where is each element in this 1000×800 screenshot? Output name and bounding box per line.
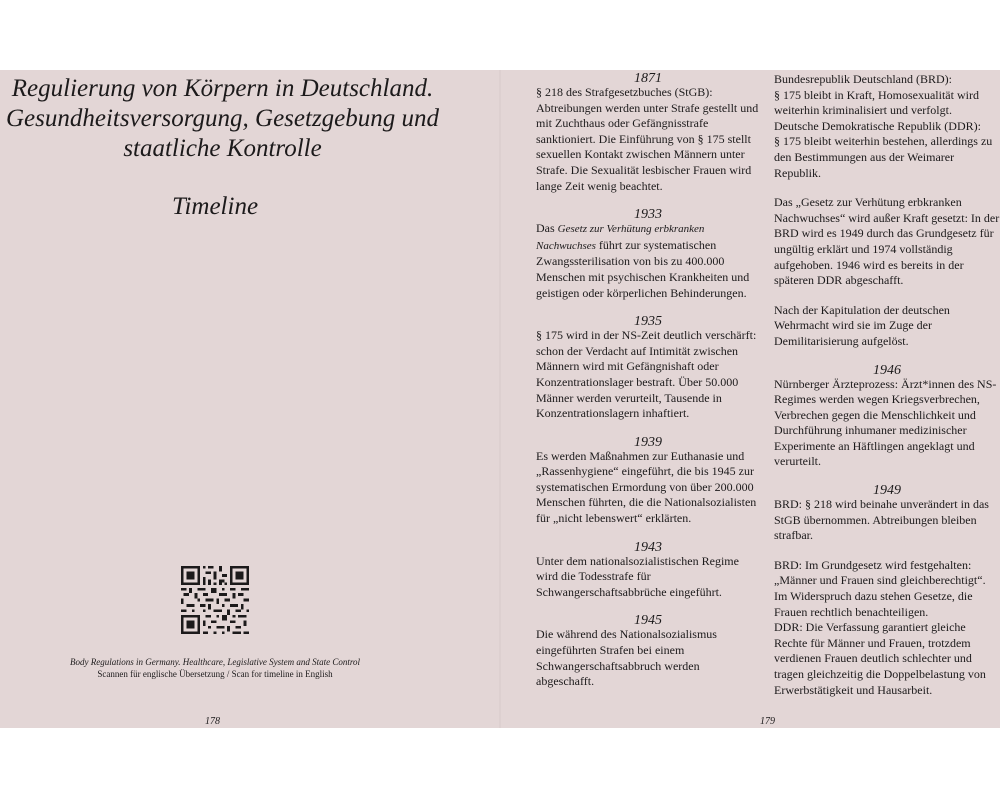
entry-text: Es werden Maßnahmen zur Euthanasie und „Rassenhygiene“ eingeführt, die bis 1945 zur systematischen Ermordung von über 200.000 Menschen führten, die die Nationalsozialisten für „nicht lebenswert“ erklärten. (536, 448, 757, 526)
entry-text: Nürnberger Ärzteprozess: Ärzt*innen des NS-Regimes werden wegen Kriegsverbrechen, Verbrechen gegen die Menschlichkeit und Durchführung inhumaner medizinischer Experimente an Häftlingen angeklagt und verurteilt. (774, 376, 997, 469)
timeline-column-1 (536, 72, 760, 690)
entry-year: 1939 (634, 434, 662, 450)
qr-caption-english: Body Regulations in Germany. Healthcare, Legislative System and State Control (69, 657, 361, 667)
page-title: Regulierung von Körpern in Deutschland. Gesundheitsversorgung, Gesetzgebung und staatliche Kontrolle (5, 75, 440, 162)
left-page (0, 70, 499, 728)
entry-text: Unter dem nationalsozialistischen Regime wird die Todesstrafe für Schwangerschaftsabbrüche eingeführt. (536, 553, 739, 599)
timeline-heading: Timeline (171, 193, 259, 220)
entry-year: 1935 (634, 314, 662, 330)
entry-year: 1945 (634, 613, 662, 629)
timeline-column-2 (774, 72, 1000, 698)
timeline-entry (774, 484, 1000, 544)
qr-caption (0, 656, 430, 680)
entry-text: § 218 des Strafgesetzbuches (StGB): Abtreibungen werden unter Strafe gestellt und mit Zuchthaus oder Gefängnisstrafe sanktioniert. Die Einführung von § 175 stellt sexuellen Kontakt zwischen Männern unter Strafe. Die Sexualität lesbischer Frauen wird lange Zeit wenig beachtet. (536, 85, 759, 193)
timeline-entry (536, 541, 760, 601)
book-spread (0, 70, 1000, 728)
entry-year: 1943 (634, 539, 662, 555)
entry-text: BRD: Im Grundgesetz wird festgehalten: „Männer und Frauen sind gleichberechtigt“. Im Widerspruch dazu stehen Gesetze, die Frauen rechtlich benachteiligen. DDR: Die Verfassung garantiert gleiche Rechte für Männer und Frauen, trotzdem verdienen Frauen deutlich schlechter und tragen gleichzeitig die Doppelbelastung von Erwerbstätigkeit und Hausarbeit. (774, 557, 986, 697)
timeline-entry (536, 315, 760, 422)
entry-text: Nach der Kapitulation der deutschen Wehrmacht wird sie im Zuge der Demilitarisierung aufgelöst. (774, 302, 950, 348)
timeline-entry (536, 208, 760, 301)
entry-text: Bundesrepublik Deutschland (BRD): § 175 bleibt in Kraft, Homosexualität wird weiterhin kriminalisiert und verfolgt. Deutsche Demokratische Republik (DDR): § 175 bleibt weiterhin bestehen, allerdings zu den Bestimmungen aus der Weimarer Republik. (774, 72, 993, 180)
entry-text: § 175 wird in der NS-Zeit deutlich verschärft: schon der Verdacht auf Intimität zwischen Männern wird mit Gefängnishaft oder Konzentrationslager bestraft. Über 50.000 Männer werden verurteilt, Tausende in Konzentrationslagern inhaftiert. (536, 328, 757, 421)
timeline-entry (774, 364, 1000, 471)
entry-year: 1946 (873, 362, 901, 378)
timeline-entry (536, 436, 760, 527)
entry-text: Die während des Nationalsozialismus eingeführten Strafen bei einem Schwangerschaftsabbruch werden abgeschafft. (536, 627, 717, 689)
qr-code-icon[interactable] (181, 566, 249, 634)
entry-year: 1933 (634, 207, 662, 223)
law-title: Gesetz zur Verhütung erbkranken Nachwuchses (536, 223, 705, 252)
entry-year: 1871 (634, 71, 662, 86)
timeline-entry (536, 72, 760, 194)
entry-year: 1949 (873, 483, 901, 499)
entry-text: Das „Gesetz zur Verhütung erbkranken Nachwuchses“ wird außer Kraft gesetzt: In der BRD wird es 1949 durch das Grundgesetz für ungültig erklärt und 1974 vollständig aufgehoben. 1946 wird es bereits in der späteren DDR abgeschafft. (774, 195, 1000, 288)
timeline-entry (536, 614, 760, 689)
page-number-left: 178 (205, 716, 220, 727)
entry-text: Das Gesetz zur Verhütung erbkranken Nachwuchses führt zur systematischen Zwangssterilisation von bis zu 400.000 Menschen mit psychischen Krankheiten und geistigen oder körperlichen Behinderungen. (536, 221, 750, 300)
qr-caption-german: Scannen für englische Übersetzung / Scan for timeline in English (97, 669, 333, 679)
page-number-right: 179 (760, 716, 775, 727)
right-page (501, 70, 1000, 728)
entry-text: BRD: § 218 wird beinahe unverändert in das StGB übernommen. Abtreibungen bleiben strafbar. (774, 497, 989, 543)
